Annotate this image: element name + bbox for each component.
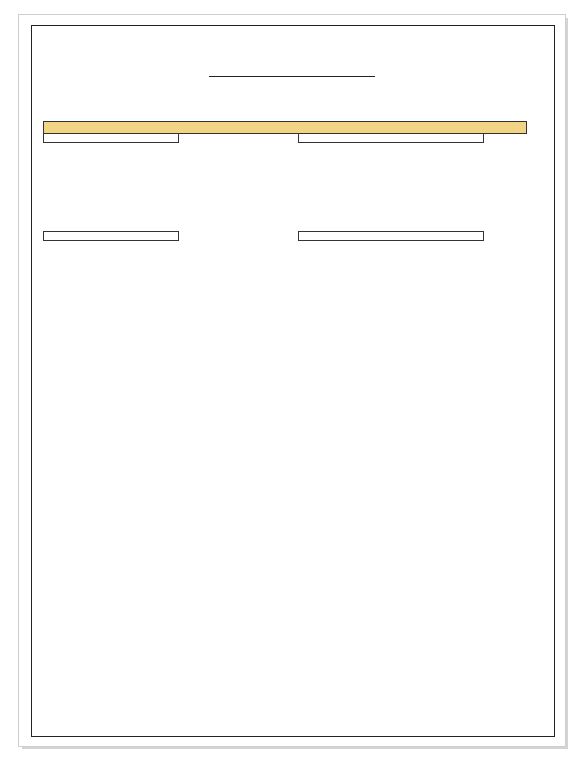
- table1-right-group: [44, 134, 179, 143]
- sales-sensitivity-table: [43, 133, 546, 152]
- table2-left-group: [299, 232, 484, 241]
- table2-right-group: [44, 232, 179, 241]
- table2-corner: [484, 232, 546, 241]
- table1-corner: [484, 134, 546, 143]
- title-underline: [209, 76, 375, 77]
- cost-sensitivity-table: [43, 231, 546, 250]
- table1-spacer: [179, 134, 299, 143]
- table1-left-group: [299, 134, 484, 143]
- table2-spacer: [179, 232, 299, 241]
- document-page: [18, 14, 566, 747]
